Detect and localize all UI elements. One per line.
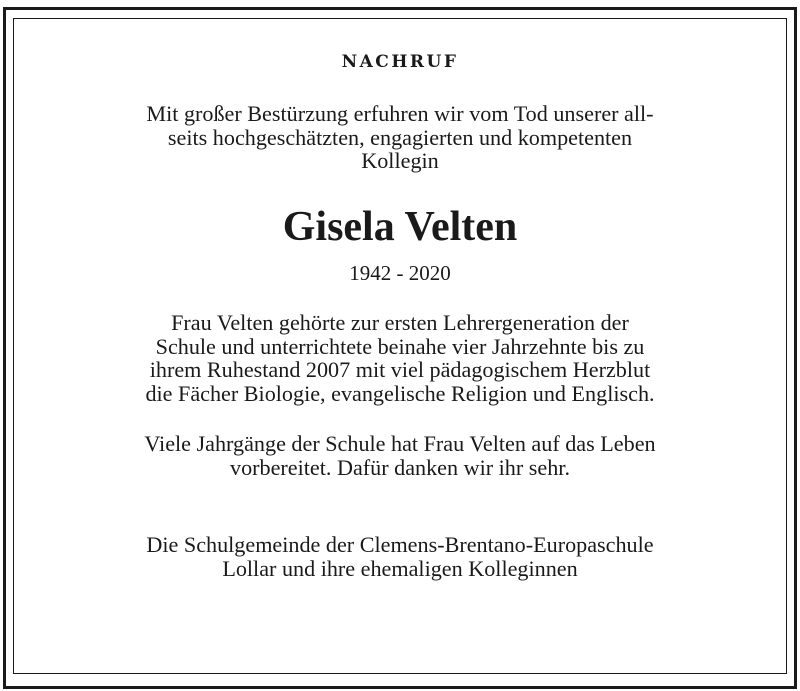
tribute-line: ihrem Ruhestand 2007 mit viel pädagogischem Herzblut xyxy=(149,357,651,382)
thanks-paragraph xyxy=(14,432,786,479)
deceased-name: Gisela Velten xyxy=(282,204,518,250)
signoff-line: Lollar und ihre ehemaligen Kolleginnen xyxy=(222,555,578,581)
tribute-line: die Fächer Biologie, evangelische Religion und Englisch. xyxy=(145,380,655,406)
tribute-line: Schule und unterrichtete beinahe vier Jahrzehnte bis zu xyxy=(155,333,645,359)
intro-line: Kollegin xyxy=(361,148,439,173)
tribute-line: Frau Velten gehörte zur ersten Lehrergeneration der xyxy=(171,310,629,335)
signoff-paragraph xyxy=(14,533,786,580)
intro-paragraph xyxy=(14,102,786,173)
intro-line: Mit großer Bestürzung erfuhren wir vom Tod unserer all- xyxy=(146,101,654,126)
notice-headline: NACHRUF xyxy=(341,52,459,72)
thanks-line: Viele Jahrgänge der Schule hat Frau Velten auf das Leben xyxy=(144,431,656,456)
life-years: 1942 - 2020 xyxy=(349,261,451,285)
intro-line: seits hochgeschätzten, engagierten und kompetenten xyxy=(167,124,633,150)
signoff-line: Die Schulgemeinde der Clemens-Brentano-Europaschule xyxy=(146,532,654,557)
thanks-line: vorbereitet. Dafür danken wir ihr sehr. xyxy=(230,454,570,480)
tribute-paragraph xyxy=(14,311,786,405)
